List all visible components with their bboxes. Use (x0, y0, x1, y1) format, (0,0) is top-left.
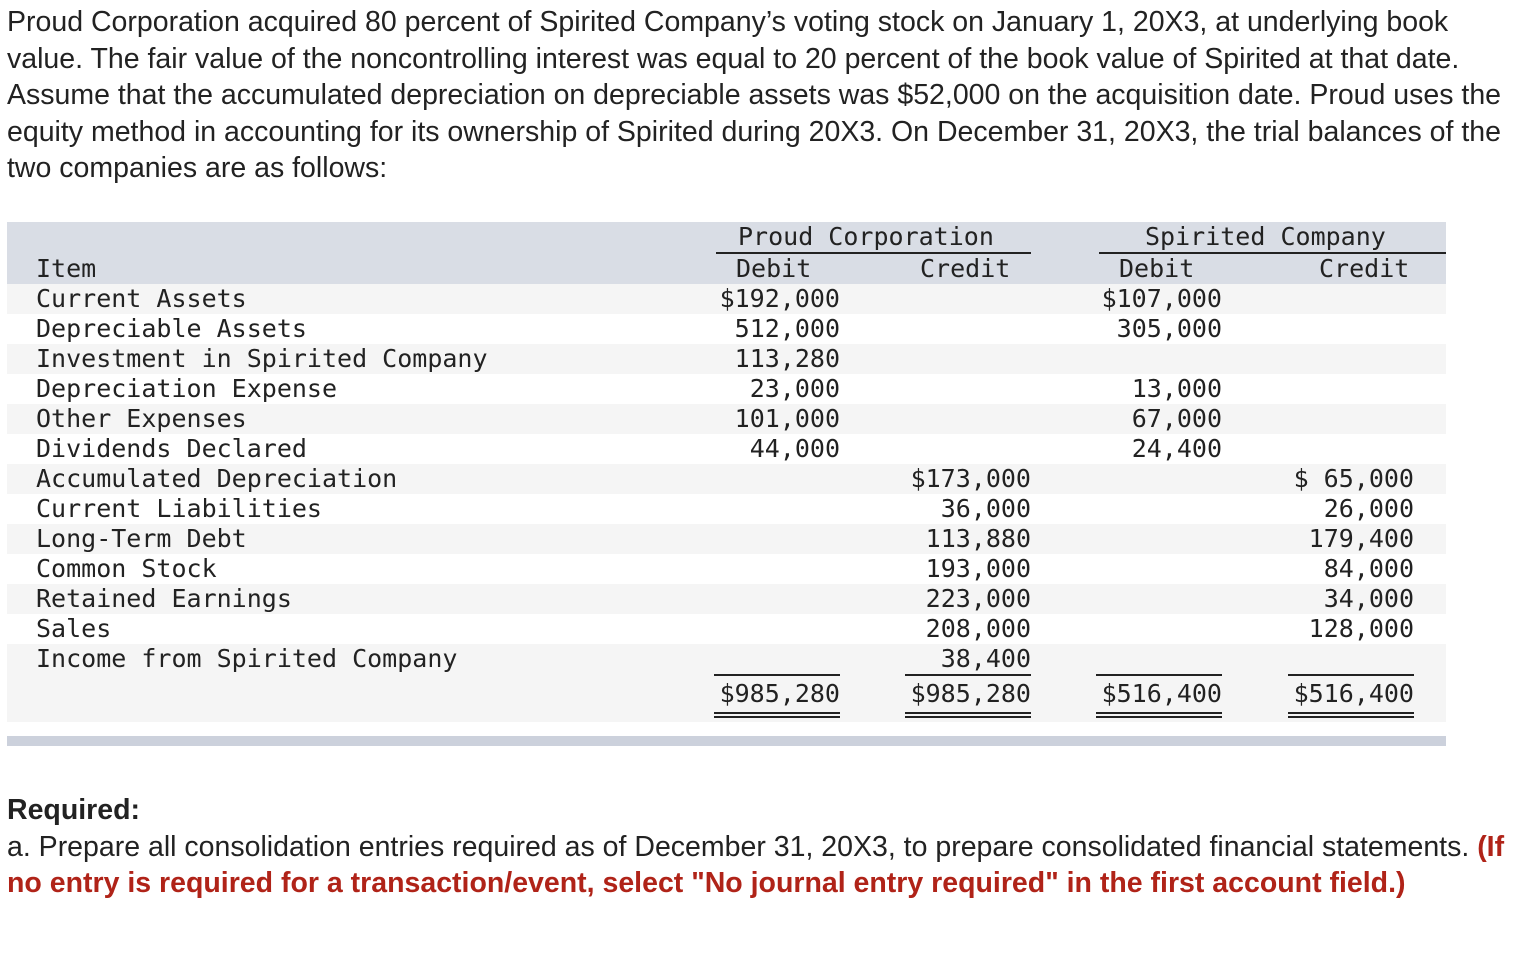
row-item: Common Stock (36, 554, 217, 583)
proud-credit: 36,000 (940, 494, 1031, 523)
spirited-debit: 67,000 (1131, 404, 1222, 433)
table-row (7, 644, 1446, 674)
spirited-debit: 305,000 (1116, 314, 1222, 343)
row-item: Current Liabilities (36, 494, 322, 523)
row-item: Long-Term Debt (36, 524, 247, 553)
row-item: Other Expenses (36, 404, 247, 433)
table-row (7, 614, 1446, 644)
proud-debit: 23,000 (749, 374, 840, 403)
table-row (7, 524, 1446, 554)
spirited-debit: 13,000 (1131, 374, 1222, 403)
table-body (7, 284, 1446, 674)
table-row (7, 344, 1446, 374)
total-proud-debit: $985,280 (719, 679, 840, 708)
spirited-credit: $ 65,000 (1293, 464, 1414, 493)
proud-credit: 208,000 (925, 614, 1031, 643)
header-spirited-credit: Credit (1319, 254, 1410, 283)
required-section (7, 792, 1507, 902)
proud-credit: 193,000 (925, 554, 1031, 583)
row-item: Current Assets (36, 284, 247, 313)
spirited-credit: 26,000 (1323, 494, 1414, 523)
spirited-credit: 34,000 (1323, 584, 1414, 613)
proud-debit: 101,000 (734, 404, 840, 433)
table-row (7, 404, 1446, 434)
spirited-credit: 128,000 (1308, 614, 1414, 643)
header-proud-credit: Credit (920, 254, 1011, 283)
table-row (7, 374, 1446, 404)
table-row (7, 434, 1446, 464)
table-row (7, 554, 1446, 584)
trial-balance-table (7, 222, 1446, 746)
table-row (7, 464, 1446, 494)
row-item: Dividends Declared (36, 434, 307, 463)
proud-debit: 512,000 (734, 314, 840, 343)
spirited-debit: $107,000 (1101, 284, 1222, 313)
proud-credit: 223,000 (925, 584, 1031, 613)
table-row (7, 584, 1446, 614)
spirited-debit: 24,400 (1131, 434, 1222, 463)
problem-statement: Proud Corporation acquired 80 percent of Spirited Company’s voting stock on January 1, 20X3, at underlying book value. The fair value of the noncontrolling interest was equal to 20 percent of the book value of Spirited at that date. Assume that the accumulated depreciation on depreciable assets was $52,000 on the acquisition date. Proud uses the equity method in accounting for its ownership of Spirited during 20X3. On December 31, 20X3, the trial balances of the two companies are as follows: (7, 6, 1502, 184)
proud-debit: $192,000 (719, 284, 840, 313)
proud-credit: 38,400 (940, 644, 1031, 673)
row-item: Investment in Spirited Company (36, 344, 488, 373)
row-item: Income from Spirited Company (36, 644, 458, 673)
proud-credit: $173,000 (910, 464, 1031, 493)
totals-row (7, 674, 1446, 722)
proud-debit: 113,280 (734, 344, 840, 373)
proud-debit: 44,000 (749, 434, 840, 463)
spirited-credit: 84,000 (1323, 554, 1414, 583)
total-proud-credit: $985,280 (910, 679, 1031, 708)
header-proud-debit: Debit (736, 254, 812, 283)
required-instruction: a. Prepare all consolidation entries required as of December 31, 20X3, to prepare consolidated financial statements. (7, 830, 1478, 863)
total-spirited-debit: $516,400 (1101, 679, 1222, 708)
header-spirited-debit: Debit (1119, 254, 1195, 283)
required-label: Required: (7, 794, 141, 826)
spirited-credit: 179,400 (1308, 524, 1414, 553)
row-item: Depreciable Assets (36, 314, 307, 343)
table-row (7, 494, 1446, 524)
table-header (7, 222, 1446, 284)
row-item: Accumulated Depreciation (36, 464, 398, 493)
table-row (7, 314, 1446, 344)
total-spirited-credit: $516,400 (1293, 679, 1414, 708)
header-item: Item (36, 254, 97, 283)
group-header-proud: Proud Corporation (738, 222, 994, 251)
table-footer-bar (7, 736, 1446, 746)
row-item: Sales (36, 614, 112, 643)
row-item: Depreciation Expense (36, 374, 338, 403)
table-row (7, 284, 1446, 314)
required-note: (If no entry is required for a transaction/event, select "No journal entry required" in the first account field.) (7, 830, 1505, 899)
row-item: Retained Earnings (36, 584, 292, 613)
proud-credit: 113,880 (925, 524, 1031, 553)
group-header-spirited: Spirited Company (1145, 222, 1386, 251)
